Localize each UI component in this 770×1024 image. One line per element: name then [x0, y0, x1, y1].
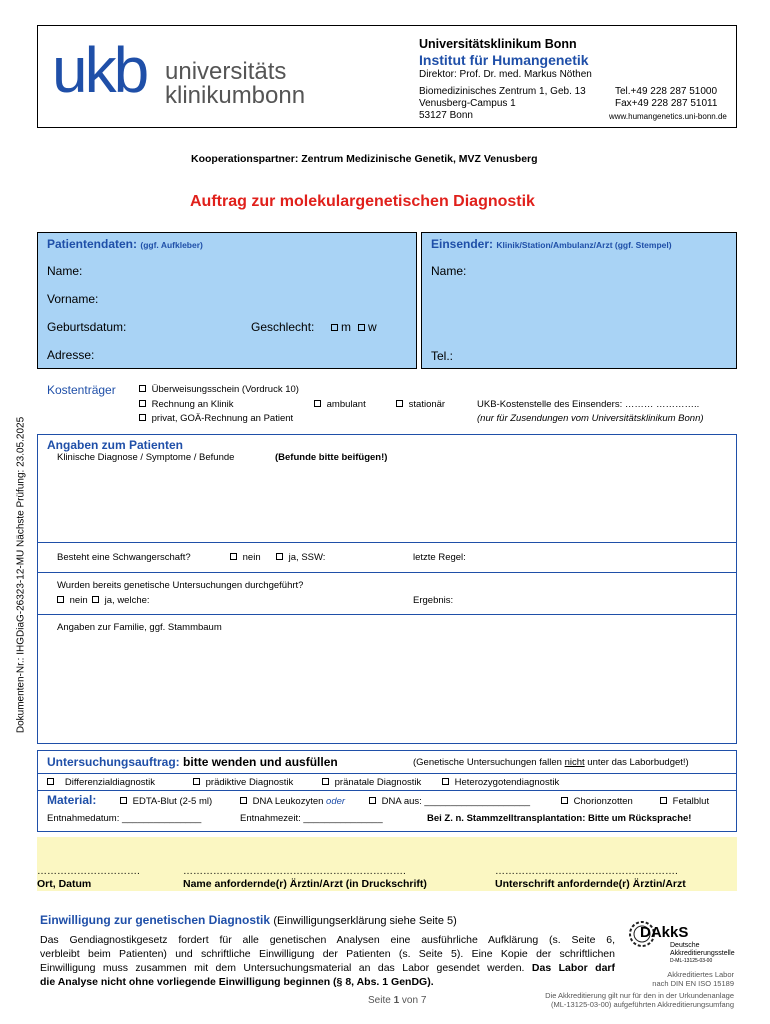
- last-period-label: letzte Regel:: [413, 552, 466, 563]
- patient-sex-label: Geschlecht:: [251, 320, 315, 334]
- previous-tests-no-checkbox[interactable]: nein: [57, 595, 88, 606]
- dakks-name: DAkkS: [640, 924, 689, 941]
- previous-tests-yes-checkbox[interactable]: ja, welche:: [92, 595, 150, 606]
- logo-text-line1: universitäts: [165, 58, 287, 85]
- accreditation-line1: Akkreditiertes Labor: [667, 970, 734, 979]
- dakks-sub1: Deutsche: [670, 942, 700, 949]
- sender-name-label: Name:: [431, 264, 467, 278]
- family-history-label: Angaben zur Familie, ggf. Stammbaum: [57, 622, 222, 633]
- partner-line: Kooperationspartner: Zentrum Medizinische Genetik, MVZ Venusberg: [191, 153, 538, 165]
- order-heterozygote-checkbox[interactable]: Heterozygotendiagnostik: [442, 777, 559, 788]
- material-chorion-checkbox[interactable]: Chorionzotten: [561, 796, 633, 807]
- pregnancy-yes-checkbox[interactable]: ja, SSW:: [276, 552, 325, 563]
- divider-4: [37, 773, 737, 774]
- consent-heading: Einwilligung zur genetischen Diagnostik (Einwilligungserklärung siehe Seite 5): [40, 913, 457, 927]
- ambulant-checkbox[interactable]: ambulant: [314, 399, 366, 410]
- consent-text: Das Gendiagnostikgesetz fordert für alle genetischen Analysen eine ausführliche Aufklärung (s. Seite 6, verbleibt beim Patienten) und schriftliche Einwilligung der Patienten (s. Seite 5). Eine Kopie der schriftlichen Einwilligung muss zusammen mit dem Untersuchungsmaterial an das Labor gesendet werden. Das Labor darf die Analyse nicht ohne vorliegende Einwilligung beginnen (§ 8, Abs. 1 GenDG).: [40, 934, 615, 988]
- address-line1: Biomedizinisches Zentrum 1, Geb. 13: [419, 86, 586, 97]
- patient-birthdate-label: Geburtsdatum:: [47, 320, 127, 334]
- sender-heading: Einsender: Klinik/Station/Ambulanz/Arzt (ggf. Stempel): [431, 237, 672, 251]
- divider-1: [37, 542, 737, 543]
- clinical-diagnosis-label: Klinische Diagnose / Symptome / Befunde: [57, 452, 235, 463]
- accreditation-line4: (ML-13125-03-00) aufgeführten Akkreditierungsumfang: [550, 1000, 734, 1009]
- address-line3: 53127 Bonn: [419, 110, 473, 121]
- pregnancy-no-checkbox[interactable]: nein: [230, 552, 261, 563]
- material-dna-leukocytes-checkbox[interactable]: DNA Leukozyten oder: [240, 796, 345, 807]
- divider-2: [37, 572, 737, 573]
- institute-name: Institut für Humangenetik: [419, 52, 589, 68]
- patient-heading: Patientendaten: (ggf. Aufkleber): [47, 237, 203, 251]
- order-predictive-checkbox[interactable]: prädiktive Diagnostik: [193, 777, 293, 788]
- patient-firstname-label: Vorname:: [47, 292, 99, 306]
- patient-name-label: Name:: [47, 264, 83, 278]
- cost-option-private[interactable]: privat, GOÄ-Rechnung an Patient: [139, 413, 293, 424]
- ukb-logo: ukb: [52, 34, 147, 106]
- clinical-heading: Angaben zum Patienten: [47, 438, 184, 452]
- order-budget-note: (Genetische Untersuchungen fallen nicht unter das Laborbudget!): [413, 757, 689, 768]
- stationaer-checkbox[interactable]: stationär: [396, 399, 445, 410]
- address-line2: Venusberg-Campus 1: [419, 98, 516, 109]
- page-number: Seite 1 von 7: [368, 995, 427, 1006]
- accreditation-line3: Die Akkreditierung gilt nur für den in der Urkundenanlage: [545, 991, 734, 1000]
- doctor-name-label: Name anfordernde(r) Ärztin/Arzt (in Druckschrift): [183, 878, 427, 890]
- sex-m-checkbox[interactable]: m: [331, 320, 351, 334]
- signature-dots: ……………………………………………….: [495, 866, 678, 877]
- material-dna-from-checkbox[interactable]: DNA aus: ____________________: [369, 796, 530, 807]
- website: www.humangenetics.uni-bonn.de: [609, 112, 727, 121]
- order-prenatal-checkbox[interactable]: pränatale Diagnostik: [322, 777, 421, 788]
- dakks-sub3: D-ML-13125-03-00: [670, 958, 713, 964]
- sender-box[interactable]: [421, 232, 737, 369]
- pregnancy-question: Besteht eine Schwangerschaft?: [57, 552, 191, 563]
- ukb-cost-center: UKB-Kostenstelle des Einsenders: ……… …………..: [477, 399, 700, 410]
- previous-tests-question: Wurden bereits genetische Untersuchungen durchgeführt?: [57, 580, 304, 591]
- dakks-sub2: Akkreditierungsstelle: [670, 950, 735, 957]
- ukb-cost-center-note: (nur für Zusendungen vom Universitätsklinikum Bonn): [477, 413, 704, 424]
- document-number: Dokumenten-Nr.: IHGDiaG-26323-12-MU Nächste Prüfung: 23.05.2025: [15, 416, 27, 734]
- fax: Fax+49 228 287 51011: [615, 98, 718, 109]
- collection-date-field[interactable]: Entnahmedatum: _______________: [47, 813, 202, 824]
- sender-phone-label: Tel.:: [431, 349, 454, 363]
- divider-5: [37, 790, 737, 791]
- phone: Tel.+49 228 287 51000: [615, 86, 718, 97]
- patient-address-label: Adresse:: [47, 348, 95, 362]
- sex-w-checkbox[interactable]: w: [358, 320, 377, 334]
- order-heading: Untersuchungsauftrag: bitte wenden und ausfüllen: [47, 755, 338, 769]
- doctor-name-dots: ………………………………………………………….: [183, 866, 406, 877]
- hospital-name: Universitätsklinikum Bonn: [419, 37, 577, 51]
- logo-text-line2: klinikumbonn: [165, 82, 306, 109]
- collection-time-field[interactable]: Entnahmezeit: _______________: [240, 813, 383, 824]
- divider-3: [37, 614, 737, 615]
- place-date-dots: ………………………….: [37, 866, 140, 877]
- signature-label: Unterschrift anfordernde(r) Ärztin/Arzt: [495, 878, 686, 890]
- order-differential-checkbox[interactable]: Differenzialdiagnostik: [47, 777, 155, 788]
- cost-bearer-label: Kostenträger: [47, 383, 116, 397]
- cost-option-referral[interactable]: Überweisungsschein (Vordruck 10): [139, 384, 299, 395]
- result-label: Ergebnis:: [413, 595, 454, 606]
- form-title: Auftrag zur molekulargenetischen Diagnostik: [190, 193, 535, 210]
- place-date-label: Ort, Datum: [37, 878, 92, 890]
- clinical-diagnosis-note: (Befunde bitte beifügen!): [275, 452, 388, 463]
- accreditation-line2: nach DIN EN ISO 15189: [652, 979, 734, 988]
- material-edta-checkbox[interactable]: EDTA-Blut (2-5 ml): [120, 796, 212, 807]
- cost-option-clinic-invoice[interactable]: Rechnung an Klinik: [139, 399, 234, 410]
- director: Direktor: Prof. Dr. med. Markus Nöthen: [419, 69, 592, 80]
- material-label: Material:: [47, 793, 97, 807]
- stem-cell-note: Bei Z. n. Stammzelltransplantation: Bitte um Rücksprache!: [427, 813, 692, 824]
- dakks-logo: [628, 912, 735, 968]
- material-fetal-blood-checkbox[interactable]: Fetalblut: [660, 796, 709, 807]
